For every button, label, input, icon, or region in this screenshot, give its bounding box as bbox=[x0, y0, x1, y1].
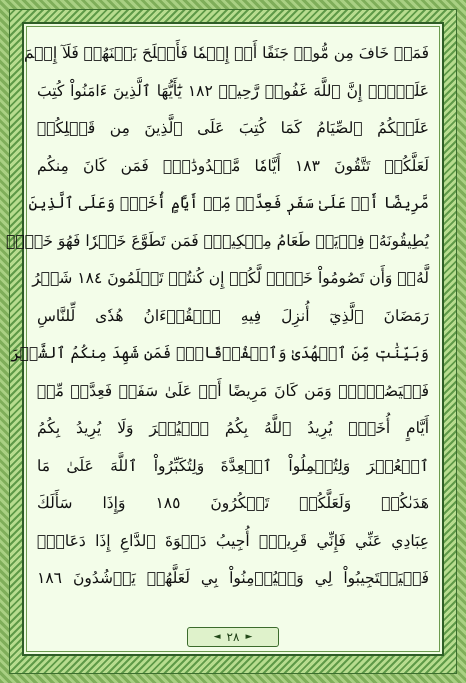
text-line: يُطِيقُونَهُۥ فِدۡيَةٞ طَعَامُ مِسۡكِينٖۖ فَمَن تَطَوَّعَ خَيۡرٗا فَهُوَ خَيۡرٞ bbox=[6, 231, 429, 250]
page-number: ٢٨ bbox=[226, 630, 240, 644]
text-line: عِبَادِي عَنِّي فَإِنِّي قَرِيبٌۖ أُجِيبُ دَعۡوَةَ ٱلدَّاعِ إِذَا دَعَانِۖ bbox=[37, 531, 429, 550]
page-number-badge bbox=[187, 627, 279, 647]
text-line: فَلۡيَسۡتَجِيبُواْ لِي وَلۡيُؤۡمِنُواْ بِي لَعَلَّهُمۡ يَرۡشُدُونَ ١٨٦ bbox=[37, 569, 429, 587]
quran-text-block bbox=[6, 35, 429, 611]
text-line: مَّرِيضًا أَوۡ عَلَىٰ سَفَرٖ فَعِدَّةٞ مِّنۡ أَيَّامٍ أُخَرَۚ وَعَلَى ٱلَّذِينَ bbox=[28, 194, 429, 212]
text-line: لَعَلَّكُمۡ تَتَّقُونَ ١٨٣ أَيَّامٗا مَّعۡدُودَٰتٖۚ فَمَن كَانَ مِنكُم bbox=[37, 156, 429, 175]
text-line: لَّهُۥۚ وَأَن تَصُومُواْ خَيۡرٞ لَّكُمۡ إِن كُنتُمۡ تَعۡلَمُونَ ١٨٤ شَهۡرُ bbox=[32, 269, 429, 287]
text-line: عَلَيۡهِۚ إِنَّ ٱللَّهَ غَفُورٞ رَّحِيمٞ ١٨٢ يَٰٓأَيُّهَا ٱلَّذِينَ ءَامَنُواْ كُتِبَ bbox=[37, 81, 429, 100]
page-footer bbox=[27, 623, 439, 651]
next-page-arrow-icon[interactable]: ► bbox=[245, 632, 253, 642]
text-line: ٱلۡعُسۡرَ وَلِتُكۡمِلُواْ ٱلۡعِدَّةَ وَلِتُكَبِّرُواْ ٱللَّهَ عَلَىٰ مَا bbox=[37, 456, 429, 475]
text-line: فَمَنۡ خَافَ مِن مُّوصٖ جَنَفًا أَوۡ إِثۡمٗا فَأَصۡلَحَ بَيۡنَهُمۡ فَلَآ إِثۡمَ bbox=[23, 44, 429, 62]
text-line: هَدَىٰكُمۡ وَلَعَلَّكُمۡ تَشۡكُرُونَ ١٨٥ وَإِذَا سَأَلَكَ bbox=[37, 494, 429, 512]
text-line: فَلۡيَصُمۡهُۖ وَمَن كَانَ مَرِيضًا أَوۡ عَلَىٰ سَفَرٖ فَعِدَّةٞ مِّنۡ bbox=[37, 381, 429, 400]
previous-page-arrow-icon[interactable]: ◄ bbox=[213, 632, 221, 642]
text-line: رَمَضَانَ ٱلَّذِيٓ أُنزِلَ فِيهِ ٱلۡقُرۡءَانُ هُدٗى لِّلنَّاسِ bbox=[37, 306, 429, 325]
text-line: عَلَيۡكُمُ ٱلصِّيَامُ كَمَا كُتِبَ عَلَى ٱلَّذِينَ مِن قَبۡلِكُمۡ bbox=[37, 119, 429, 137]
mushaf-page bbox=[6, 26, 440, 652]
text-line: أَيَّامٍ أُخَرَۗ يُرِيدُ ٱللَّهُ بِكُمُ ٱلۡيُسۡرَ وَلَا يُرِيدُ بِكُمُ bbox=[37, 419, 429, 437]
text-line: وَبَيِّنَٰتٖ مِّنَ ٱلۡهُدَىٰ وَٱلۡفُرۡقَانِۚ فَمَن شَهِدَ مِنكُمُ ٱلشَّهۡرَ bbox=[10, 344, 429, 362]
